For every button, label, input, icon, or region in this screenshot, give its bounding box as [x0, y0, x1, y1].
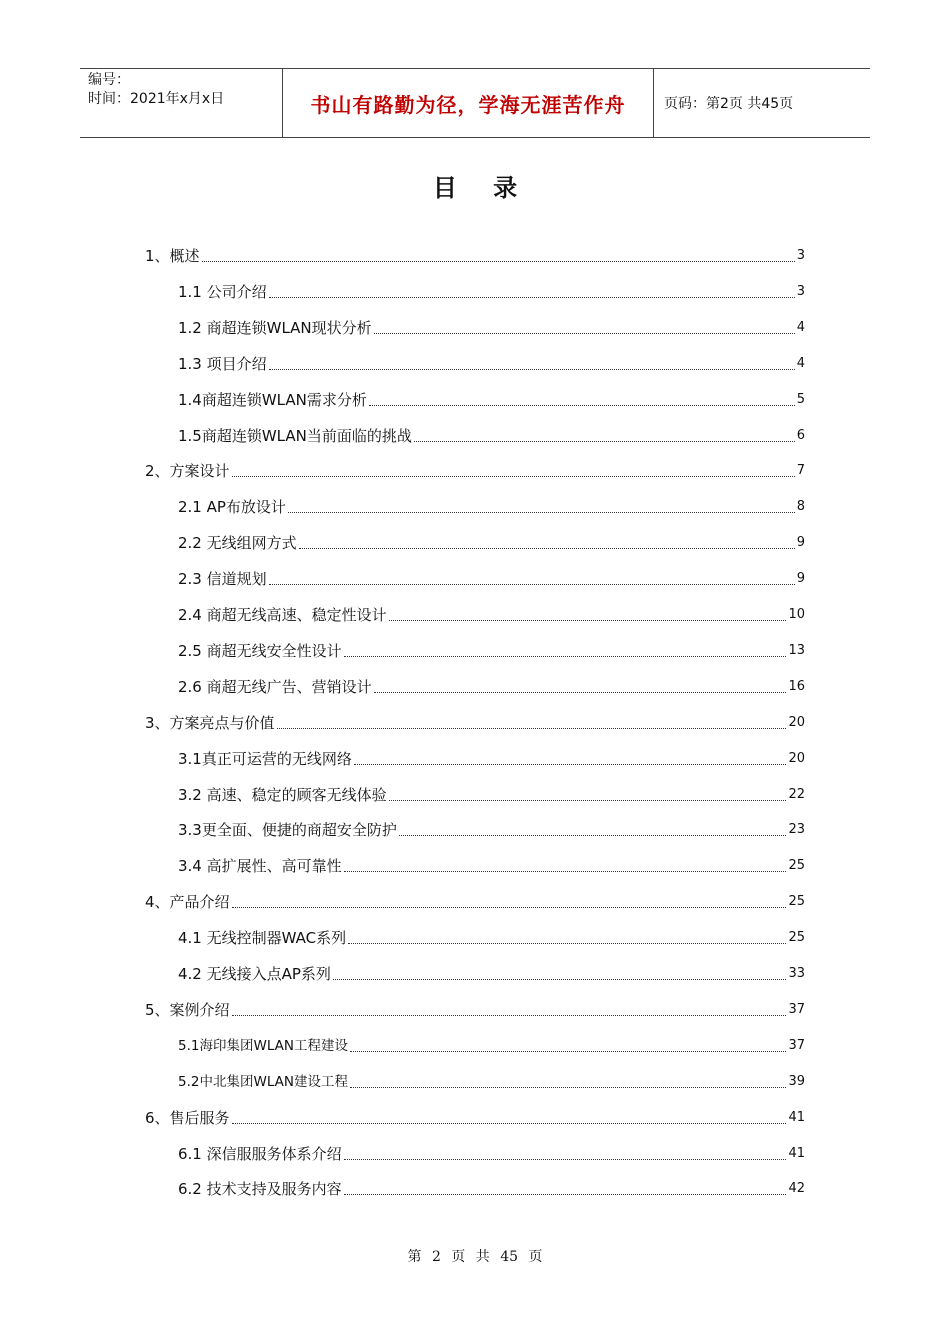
toc-entry[interactable] — [178, 1142, 805, 1164]
toc-entry-label: 1、概述 — [145, 247, 200, 265]
toc-entry-page: 20 — [788, 750, 805, 766]
toc-leader-dots — [344, 871, 787, 872]
toc-leader-dots — [202, 261, 795, 262]
toc-entry-page: 37 — [788, 1001, 805, 1017]
toc-entry-page: 10 — [788, 607, 805, 622]
toc-entry[interactable] — [145, 890, 805, 912]
toc-entry-page: 25 — [788, 930, 805, 946]
page-footer: 第 2 页 共 45 页 — [407, 1249, 543, 1265]
toc-entry-label: 4.1 无线控制器WAC系列 — [178, 929, 347, 948]
toc-leader-dots — [374, 692, 787, 693]
toc-entry[interactable] — [178, 531, 805, 553]
toc-entry[interactable] — [178, 818, 805, 840]
toc-entry-page: 42 — [788, 1181, 805, 1197]
toc-entry-label: 2.3 信道规划 — [178, 570, 267, 589]
toc-leader-dots — [344, 656, 787, 657]
toc-entry[interactable] — [178, 388, 805, 410]
toc-entry[interactable] — [145, 1106, 805, 1128]
toc-entry[interactable] — [178, 639, 805, 661]
toc-leader-dots — [414, 441, 795, 442]
toc-entry-label: 5.1海印集团WLAN工程建设 — [178, 1037, 348, 1054]
toc-entry-label: 1.3 项目介绍 — [178, 354, 267, 373]
header-motto: 书山有路勤为径，学海无涯苦作舟 — [282, 69, 654, 137]
toc-leader-dots — [389, 800, 787, 801]
toc-leader-dots — [232, 1015, 787, 1016]
toc-entry-page: 16 — [788, 678, 805, 694]
toc-entry[interactable] — [178, 280, 805, 302]
toc-leader-dots — [344, 1194, 787, 1195]
toc-entry-page: 25 — [788, 858, 805, 874]
toc-leader-dots — [269, 297, 795, 298]
header-page-info: 页码：第2页 共45页 — [664, 96, 794, 112]
toc-entry[interactable] — [178, 783, 805, 805]
toc-entry-page: 39 — [788, 1073, 805, 1089]
toc-leader-dots — [389, 620, 787, 621]
toc-entry-label: 1.2 商超连锁WLAN现状分析 — [178, 318, 372, 337]
toc-entry-page: 13 — [788, 642, 805, 658]
toc-leader-dots — [374, 333, 795, 334]
toc-entry[interactable] — [145, 998, 805, 1020]
toc-leader-dots — [277, 728, 787, 729]
toc-entry[interactable] — [178, 854, 805, 876]
toc-entry[interactable] — [178, 424, 805, 446]
toc-entry-page: 3 — [796, 283, 805, 299]
header-meta — [80, 69, 282, 137]
toc-entry-label: 1.4商超连锁WLAN需求分析 — [178, 390, 367, 409]
toc-entry-page: 3 — [796, 248, 805, 263]
toc-entry-page: 22 — [788, 786, 805, 802]
toc-leader-dots — [269, 584, 795, 585]
toc-leader-dots — [288, 512, 795, 513]
toc-entry-page: 4 — [796, 355, 805, 371]
toc-entry[interactable] — [178, 495, 805, 517]
toc-entry-page: 41 — [788, 1145, 805, 1161]
number-label: 编号： — [88, 72, 130, 88]
toc-entry[interactable] — [178, 567, 805, 589]
toc-entry[interactable] — [145, 459, 805, 481]
toc-leader-dots — [369, 405, 795, 406]
toc-entry[interactable] — [145, 711, 805, 733]
toc-entry-label: 1.5商超连锁WLAN当前面临的挑战 — [178, 426, 412, 445]
toc-entry[interactable] — [178, 747, 805, 769]
toc-entry-label: 3.1真正可运营的无线网络 — [178, 749, 352, 768]
toc-entry[interactable] — [178, 352, 805, 374]
toc-leader-dots — [333, 979, 787, 980]
toc-entry-label: 5.2中北集团WLAN建设工程 — [178, 1073, 348, 1090]
toc-entry-label: 3.2 高速、稳定的顾客无线体验 — [178, 785, 387, 804]
toc-entry-page: 20 — [788, 714, 805, 730]
toc-leader-dots — [269, 369, 795, 370]
toc-entry[interactable] — [178, 675, 805, 697]
toc-entry[interactable] — [178, 1177, 805, 1199]
toc-entry-page: 4 — [796, 319, 805, 335]
toc-leader-dots — [354, 764, 787, 765]
toc-entry-label: 4、产品介绍 — [145, 893, 230, 912]
toc-leader-dots — [350, 1087, 786, 1088]
toc-entry-page: 8 — [796, 499, 805, 515]
toc-entry-label: 1.1 公司介绍 — [178, 282, 267, 301]
toc-leader-dots — [299, 548, 795, 549]
toc-entry-page: 9 — [796, 571, 805, 587]
toc-entry[interactable] — [178, 926, 805, 948]
toc-entry-page: 6 — [796, 427, 805, 443]
toc-entry-label: 2.5 商超无线安全性设计 — [178, 641, 342, 660]
toc-entry[interactable] — [145, 244, 805, 266]
toc-entry-label: 2.2 无线组网方式 — [178, 534, 297, 553]
toc-entry-page: 7 — [796, 463, 805, 479]
toc-entry-page: 9 — [796, 535, 805, 551]
toc-leader-dots — [232, 907, 787, 908]
toc-entry-label: 2.1 AP布放设计 — [178, 498, 286, 517]
toc-entry-label: 6.1 深信服服务体系介绍 — [178, 1144, 342, 1163]
toc-entry[interactable] — [178, 962, 805, 984]
time-label: 时间：2021年x月x日 — [88, 91, 225, 107]
toc-entry-label: 2、方案设计 — [145, 462, 230, 481]
toc-leader-dots — [232, 476, 795, 477]
toc-entry-label: 3.4 高扩展性、高可靠性 — [178, 857, 342, 876]
toc-entry-label: 3、方案亮点与价值 — [145, 713, 275, 732]
toc-entry[interactable] — [178, 1034, 805, 1056]
toc-entry-label: 2.4 商超无线高速、稳定性设计 — [178, 606, 387, 624]
toc-entry-page: 25 — [788, 894, 805, 910]
toc-entry-page: 23 — [788, 822, 805, 838]
toc-entry-label: 6、售后服务 — [145, 1108, 230, 1127]
toc-entry-label: 5、案例介绍 — [145, 1000, 230, 1019]
toc-leader-dots — [232, 1123, 787, 1124]
toc-entry-page: 5 — [796, 391, 805, 407]
toc-entry[interactable] — [178, 603, 805, 625]
toc-entry[interactable] — [178, 316, 805, 338]
toc-entry-label: 6.2 技术支持及服务内容 — [178, 1180, 342, 1199]
toc-leader-dots — [399, 835, 787, 836]
toc-entry-label: 3.3更全面、便捷的商超安全防护 — [178, 821, 397, 840]
toc-title: 目 录 — [432, 174, 532, 202]
toc-entry[interactable] — [178, 1070, 805, 1092]
toc-entry-page: 33 — [788, 966, 805, 981]
toc-entry-label: 2.6 商超无线广告、营销设计 — [178, 677, 372, 696]
toc-leader-dots — [348, 943, 786, 944]
toc-entry-page: 37 — [788, 1037, 805, 1053]
toc-leader-dots — [350, 1051, 786, 1052]
toc-entry-page: 41 — [788, 1109, 805, 1125]
toc-entry-label: 4.2 无线接入点AP系列 — [178, 965, 331, 983]
toc-leader-dots — [344, 1159, 787, 1160]
page-header — [80, 68, 870, 138]
